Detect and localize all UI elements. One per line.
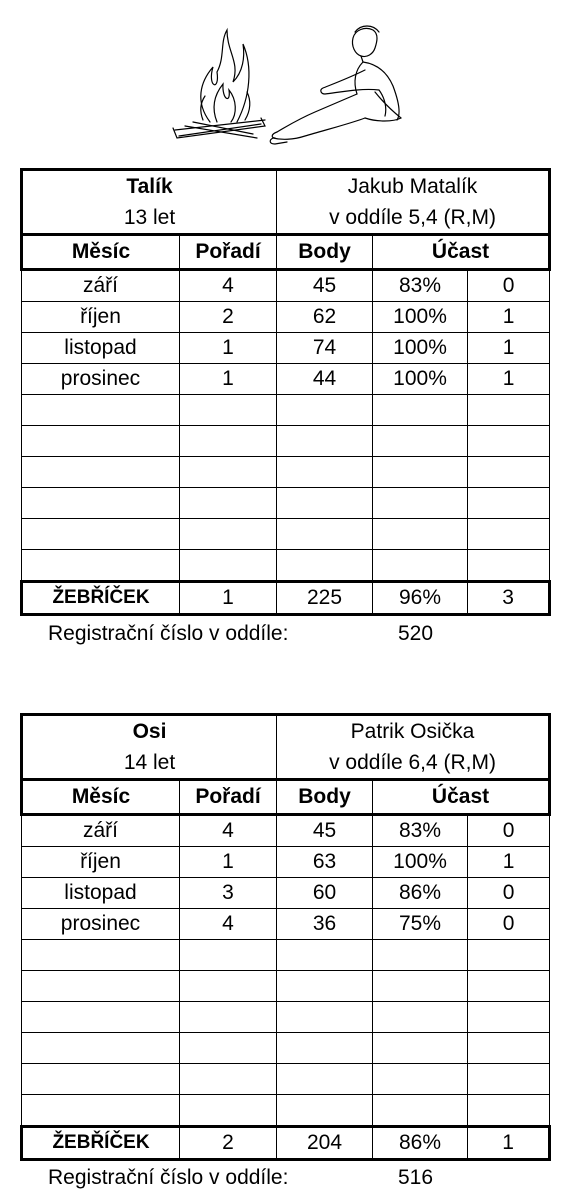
cell-month (22, 457, 180, 488)
table-row (22, 1002, 550, 1033)
cell-rank: 1 (180, 847, 277, 878)
table-row (22, 364, 550, 395)
header-rank: Pořadí (180, 235, 277, 270)
cell-rank: 4 (180, 815, 277, 847)
member-tenure: v oddíle 5,4 (R,M) (277, 202, 550, 235)
cell-rank (180, 395, 277, 426)
member-age: 14 let (22, 747, 277, 780)
cell-points: 62 (277, 302, 373, 333)
cell-month: listopad (22, 878, 180, 909)
cell-points (277, 1033, 373, 1064)
cell-month: září (22, 815, 180, 847)
cell-rank: 3 (180, 878, 277, 909)
cell-rank: 1 (180, 333, 277, 364)
cell-rank (180, 550, 277, 582)
cell-month: říjen (22, 847, 180, 878)
cell-attendance-count (468, 395, 550, 426)
header-month: Měsíc (22, 780, 180, 815)
total-attendance-count: 1 (468, 1127, 550, 1160)
cell-attendance-count (468, 519, 550, 550)
cell-attendance-count (468, 1095, 550, 1127)
header-points: Body (277, 235, 373, 270)
registration-number: 516 (398, 1166, 434, 1189)
cell-attendance-pct (373, 519, 468, 550)
header-rank: Pořadí (180, 780, 277, 815)
cell-rank (180, 519, 277, 550)
cell-month: září (22, 270, 180, 302)
member-tenure: v oddíle 6,4 (R,M) (277, 747, 550, 780)
cell-month (22, 971, 180, 1002)
cell-rank: 2 (180, 302, 277, 333)
cell-points (277, 940, 373, 971)
registration-line (48, 622, 434, 646)
cell-rank: 4 (180, 270, 277, 302)
cell-points (277, 488, 373, 519)
cell-rank (180, 940, 277, 971)
table-row (22, 909, 550, 940)
cell-month (22, 940, 180, 971)
cell-attendance-pct: 83% (373, 815, 468, 847)
cell-attendance-pct: 100% (373, 847, 468, 878)
table-row (22, 1033, 550, 1064)
table-row (22, 878, 550, 909)
total-attendance-pct: 86% (373, 1127, 468, 1160)
member-table (20, 713, 551, 1161)
cell-attendance-pct (373, 457, 468, 488)
table-row (22, 940, 550, 971)
cell-attendance-count: 0 (468, 815, 550, 847)
cell-month: listopad (22, 333, 180, 364)
cell-attendance-count (468, 971, 550, 1002)
cell-rank (180, 971, 277, 1002)
total-points: 225 (277, 582, 373, 615)
registration-label: Registrační číslo v oddíle: (48, 1166, 289, 1189)
cell-attendance-pct (373, 395, 468, 426)
cell-attendance-pct: 100% (373, 364, 468, 395)
cell-points: 45 (277, 815, 373, 847)
cell-attendance-pct (373, 971, 468, 1002)
table-row (22, 426, 550, 457)
member-table (20, 168, 551, 616)
total-attendance-pct: 96% (373, 582, 468, 615)
cell-attendance-pct (373, 1002, 468, 1033)
total-rank: 2 (180, 1127, 277, 1160)
cell-attendance-count: 1 (468, 302, 550, 333)
cell-attendance-count (468, 1002, 550, 1033)
cell-attendance-count (468, 1033, 550, 1064)
cell-attendance-pct (373, 1033, 468, 1064)
table-row (22, 395, 550, 426)
member-full-name: Jakub Matalík (277, 170, 550, 203)
table-row (22, 971, 550, 1002)
cell-attendance-pct (373, 550, 468, 582)
cell-attendance-count (468, 457, 550, 488)
cell-attendance-count: 1 (468, 847, 550, 878)
cell-rank: 4 (180, 909, 277, 940)
cell-month (22, 426, 180, 457)
total-rank: 1 (180, 582, 277, 615)
cell-rank (180, 1002, 277, 1033)
total-label: ŽEBŘÍČEK (22, 582, 180, 615)
table-row (22, 270, 550, 302)
cell-rank: 1 (180, 364, 277, 395)
cell-attendance-count: 0 (468, 909, 550, 940)
cell-month: říjen (22, 302, 180, 333)
member-card (20, 168, 548, 616)
table-row (22, 488, 550, 519)
cell-points (277, 550, 373, 582)
member-nickname: Talík (22, 170, 277, 203)
cell-points: 74 (277, 333, 373, 364)
member-nickname: Osi (22, 715, 277, 748)
registration-number: 520 (398, 622, 434, 645)
cell-month (22, 550, 180, 582)
cell-attendance-count: 1 (468, 364, 550, 395)
cell-points (277, 457, 373, 488)
cell-attendance-count: 0 (468, 270, 550, 302)
cell-attendance-pct: 75% (373, 909, 468, 940)
table-row (22, 519, 550, 550)
cell-points: 45 (277, 270, 373, 302)
campfire-illustration (165, 22, 435, 152)
cell-month (22, 1064, 180, 1095)
header-attendance: Účast (373, 235, 550, 270)
cell-attendance-pct: 100% (373, 333, 468, 364)
cell-attendance-pct: 86% (373, 878, 468, 909)
cell-attendance-pct: 100% (373, 302, 468, 333)
cell-rank (180, 488, 277, 519)
cell-points: 60 (277, 878, 373, 909)
registration-line (48, 1166, 434, 1190)
table-row (22, 847, 550, 878)
cell-attendance-count: 0 (468, 878, 550, 909)
cell-points: 63 (277, 847, 373, 878)
cell-attendance-pct (373, 1095, 468, 1127)
cell-rank (180, 457, 277, 488)
header-month: Měsíc (22, 235, 180, 270)
cell-attendance-pct (373, 426, 468, 457)
total-attendance-count: 3 (468, 582, 550, 615)
cell-points (277, 395, 373, 426)
total-label: ŽEBŘÍČEK (22, 1127, 180, 1160)
cell-rank (180, 426, 277, 457)
table-row (22, 302, 550, 333)
cell-points (277, 426, 373, 457)
cell-points: 36 (277, 909, 373, 940)
cell-attendance-count (468, 1064, 550, 1095)
table-row (22, 457, 550, 488)
cell-month (22, 1095, 180, 1127)
cell-attendance-count: 1 (468, 333, 550, 364)
ranking-total-row (22, 582, 550, 615)
cell-attendance-count (468, 426, 550, 457)
cell-attendance-pct (373, 940, 468, 971)
cell-rank (180, 1064, 277, 1095)
table-row (22, 550, 550, 582)
table-row (22, 333, 550, 364)
cell-month (22, 488, 180, 519)
cell-attendance-count (468, 488, 550, 519)
cell-attendance-count (468, 940, 550, 971)
cell-points (277, 1064, 373, 1095)
cell-points (277, 519, 373, 550)
table-row (22, 1064, 550, 1095)
cell-month: prosinec (22, 909, 180, 940)
cell-attendance-count (468, 550, 550, 582)
cell-attendance-pct: 83% (373, 270, 468, 302)
cell-month (22, 1002, 180, 1033)
cell-attendance-pct (373, 1064, 468, 1095)
total-points: 204 (277, 1127, 373, 1160)
ranking-total-row (22, 1127, 550, 1160)
cell-attendance-pct (373, 488, 468, 519)
cell-month: prosinec (22, 364, 180, 395)
cell-points (277, 1002, 373, 1033)
cell-month (22, 1033, 180, 1064)
cell-rank (180, 1033, 277, 1064)
member-age: 13 let (22, 202, 277, 235)
cell-points: 44 (277, 364, 373, 395)
registration-label: Registrační číslo v oddíle: (48, 622, 289, 645)
header-attendance: Účast (373, 780, 550, 815)
header-points: Body (277, 780, 373, 815)
cell-points (277, 971, 373, 1002)
cell-points (277, 1095, 373, 1127)
table-row (22, 815, 550, 847)
member-card (20, 713, 548, 1161)
cell-month (22, 519, 180, 550)
cell-month (22, 395, 180, 426)
cell-rank (180, 1095, 277, 1127)
member-full-name: Patrik Osička (277, 715, 550, 748)
table-row (22, 1095, 550, 1127)
